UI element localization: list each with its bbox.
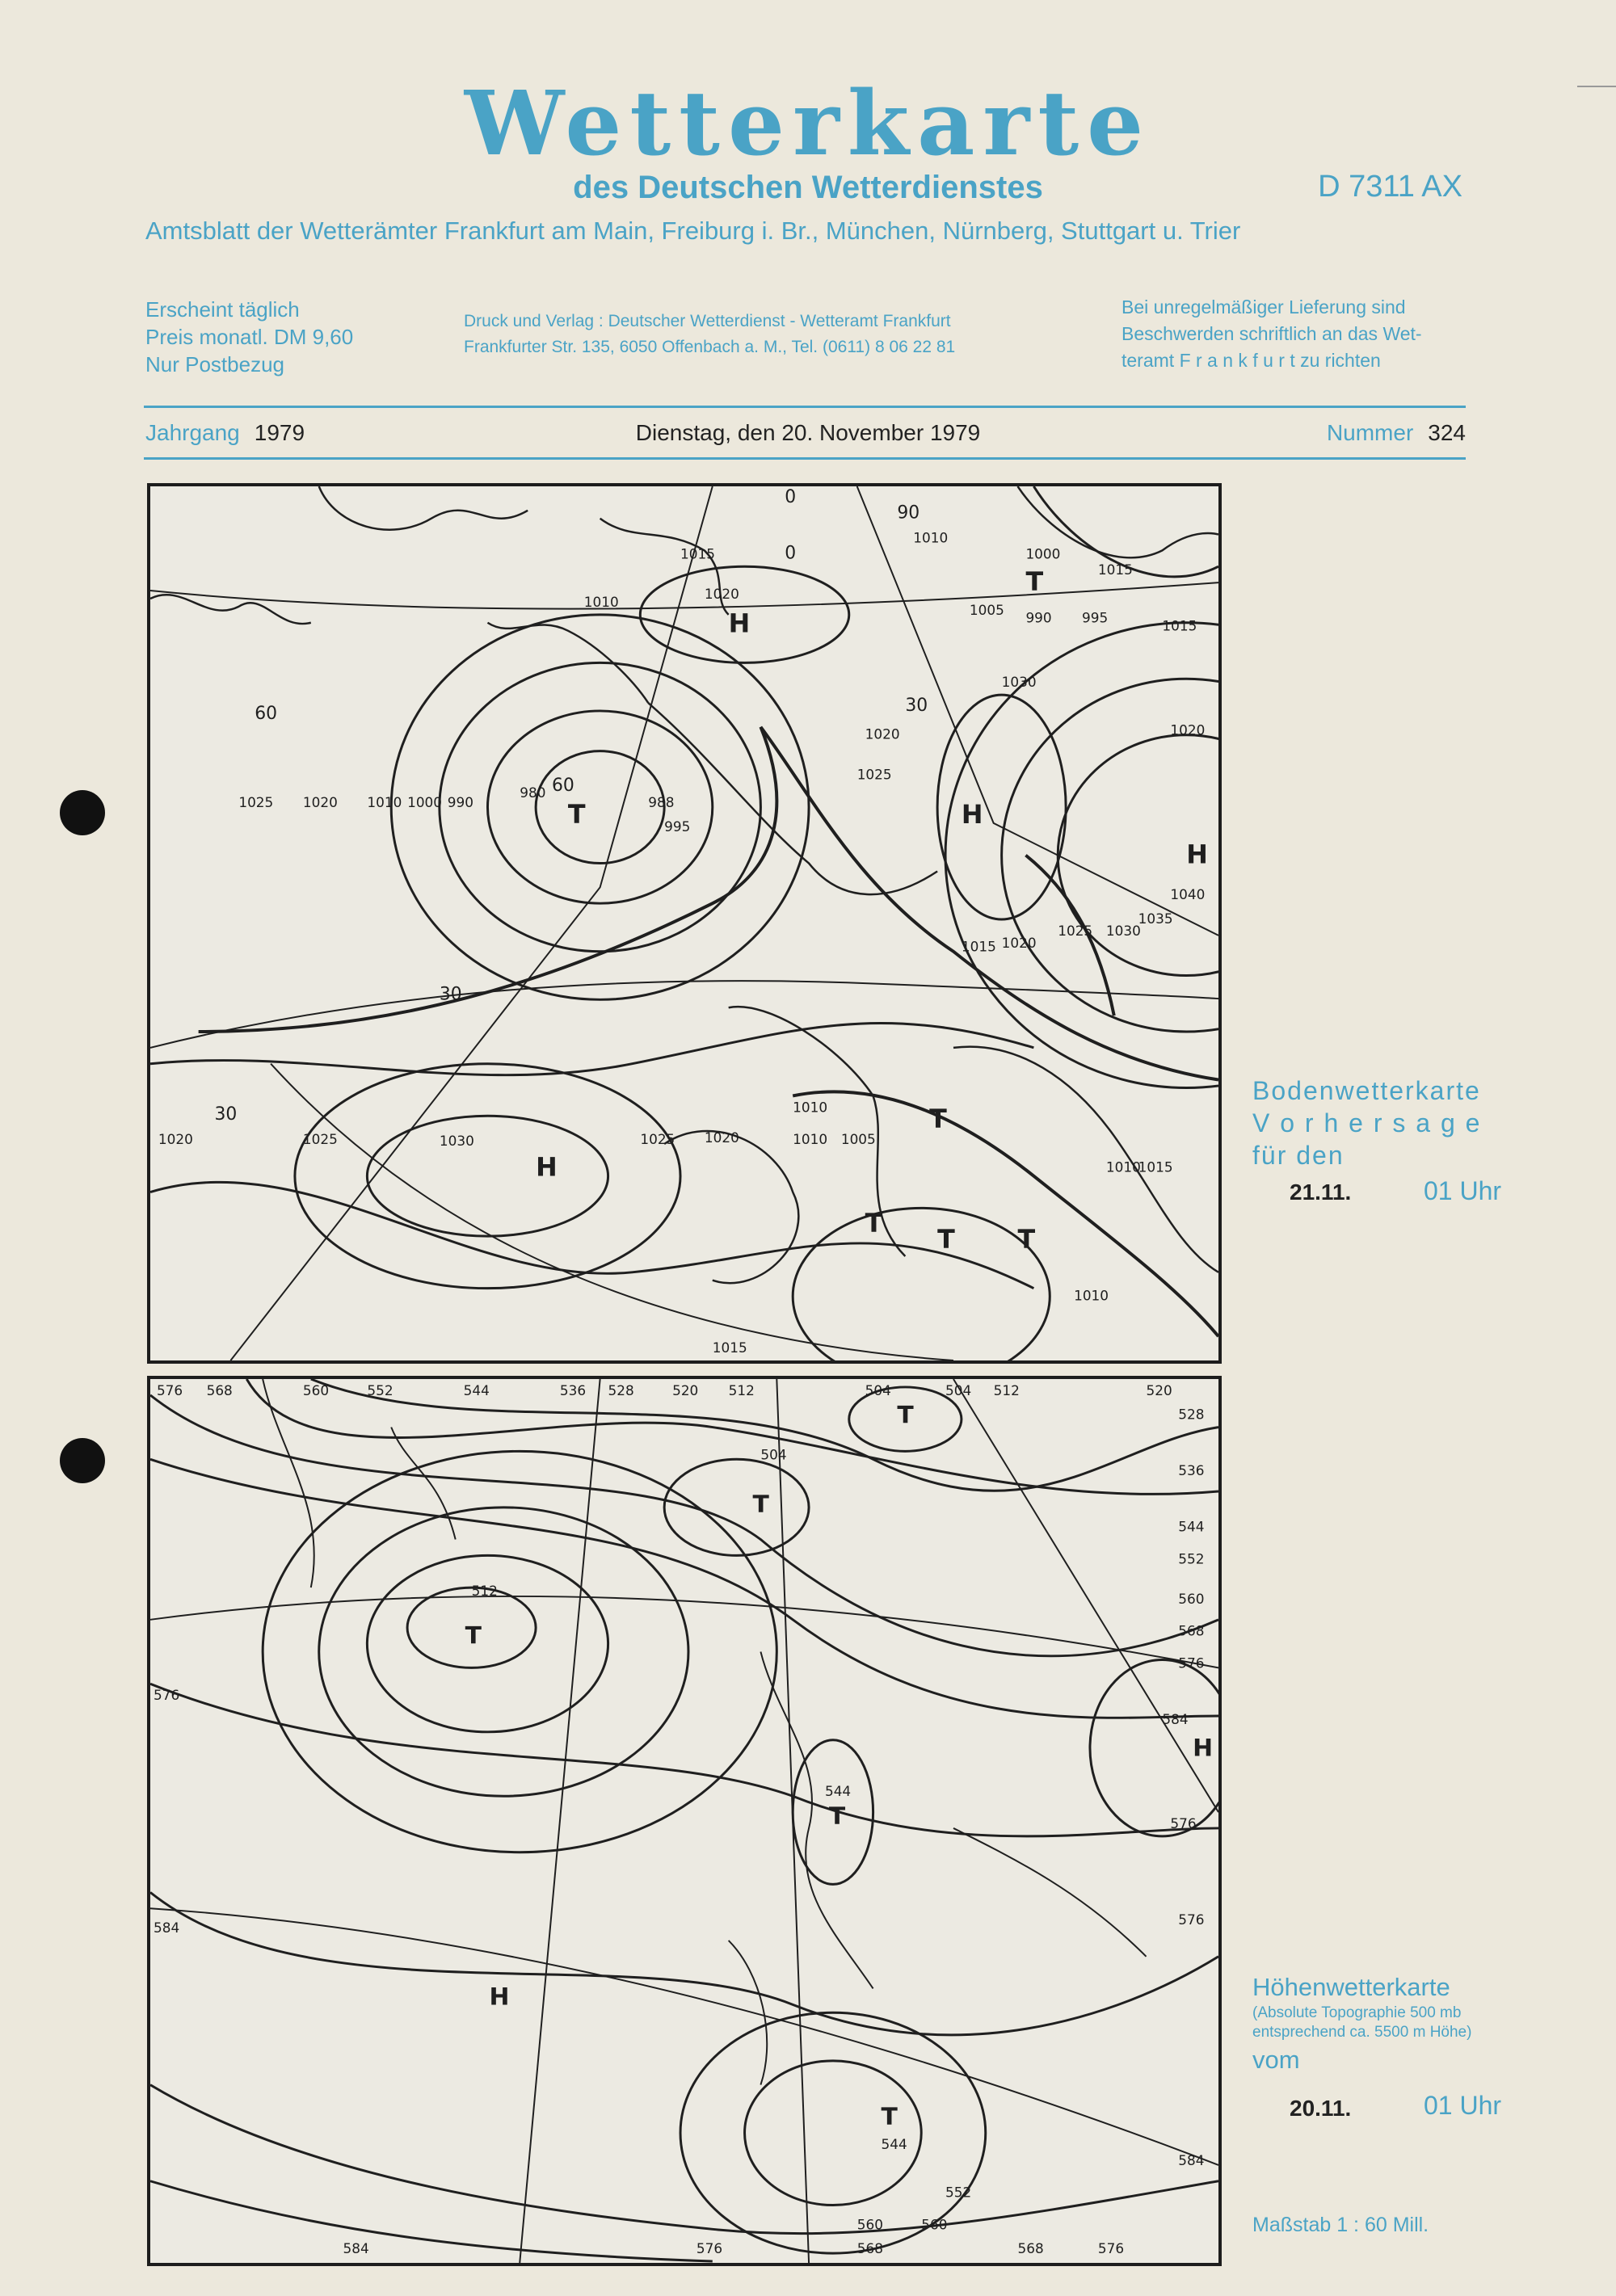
amtsblatt-line: Amtsblatt der Wetterämter Frankfurt am Main, Freiburg i. Br., München, Nürnberg, Stuttgart u. Trier — [145, 217, 1241, 245]
isobar-label: 1015 — [712, 1339, 747, 1356]
isobar-label: 1000 — [1025, 545, 1061, 562]
newspaper-subtitle: des Deutschen Wetterdienstes — [573, 170, 1043, 205]
upper-map-date: 20.11. — [1290, 2096, 1352, 2121]
isobar-label: 1025 — [302, 1130, 338, 1147]
contour-label: 584 — [1162, 1710, 1189, 1727]
publication-info-line: Preis monatl. DM 9,60 — [145, 325, 354, 349]
grid-label: 0 — [785, 543, 797, 564]
contour-label: 504 — [865, 1381, 891, 1398]
grid-label: 30 — [905, 695, 928, 716]
upper-caption-line: (Absolute Topographie 500 mb — [1252, 2004, 1462, 2021]
surface-map-caption — [1252, 1074, 1481, 1171]
punch-hole — [60, 790, 105, 835]
publisher-info-line: Frankfurter Str. 135, 6050 Offenbach a. M., Tel. (0611) 8 06 22 81 — [464, 338, 956, 356]
complaint-info-line: Bei unregelmäßiger Lieferung sind — [1122, 296, 1406, 317]
contour-label: 584 — [343, 2240, 369, 2257]
pressure-symbol: T — [929, 1105, 947, 1135]
grid-label: 30 — [214, 1104, 238, 1125]
contour-label: 576 — [153, 1687, 180, 1704]
upper-symbols — [465, 1402, 1214, 2132]
isobar-label: 1010 — [1105, 1159, 1141, 1175]
contour-label: 544 — [824, 1783, 852, 1800]
nummer — [1327, 420, 1466, 446]
contour-label: 544 — [463, 1381, 490, 1398]
isobar-label: 1025 — [1058, 922, 1093, 939]
isobar-label: 1030 — [439, 1132, 474, 1149]
upper-map-subcaption — [1252, 2004, 1471, 2042]
surface-caption-line: Bodenwetterkarte — [1252, 1076, 1481, 1105]
pressure-symbol: T — [865, 1209, 883, 1239]
pressure-symbol: T — [1025, 568, 1044, 598]
contour-label: 536 — [1178, 1462, 1205, 1479]
complaint-info — [1122, 294, 1422, 374]
isobar-label: 1015 — [1138, 1159, 1173, 1175]
jahrgang-label: Jahrgang — [145, 420, 240, 445]
complaint-info-line: teramt F r a n k f u r t zu richten — [1122, 350, 1381, 371]
contour-label: 568 — [856, 2240, 883, 2257]
nummer-label: Nummer — [1326, 420, 1414, 445]
isobar-label: 1010 — [367, 794, 402, 811]
issue-date: Dienstag, den 20. November 1979 — [635, 420, 981, 445]
grid-label: 30 — [439, 984, 462, 1005]
contour-label: 536 — [559, 1381, 587, 1398]
contour-label: 544 — [1178, 1518, 1205, 1535]
contour-label: 576 — [696, 2240, 723, 2257]
contour-label: 560 — [856, 2216, 883, 2233]
pressure-symbol: T — [567, 800, 586, 830]
surface-caption-line: für den — [1252, 1141, 1345, 1170]
isobar-label: 1020 — [1001, 934, 1037, 951]
isobar-label: 1020 — [1170, 721, 1206, 738]
publication-info-line: Erscheint täglich — [145, 297, 300, 322]
isobar-label: 1030 — [1105, 922, 1141, 939]
surface-map-drawing — [150, 486, 1218, 1360]
publisher-info-line: Druck und Verlag : Deutscher Wetterdienst - Wetteramt Frankfurt — [464, 312, 951, 330]
isobar-label: 995 — [664, 818, 691, 835]
upper-contours — [150, 1379, 1218, 2261]
isobar-label: 980 — [520, 784, 546, 801]
contour-label: 576 — [156, 1381, 183, 1398]
surface-map-time: 01 Uhr — [1424, 1176, 1502, 1205]
isobar-label: 1015 — [961, 938, 996, 955]
contour-label: 584 — [1178, 2151, 1205, 2168]
surface-symbols — [536, 568, 1208, 1255]
surface-weather-map — [147, 483, 1222, 1364]
isobar-label: 1025 — [238, 794, 274, 811]
contour-label: 504 — [760, 1446, 787, 1463]
pressure-symbol: T — [828, 1802, 846, 1831]
pressure-symbol: H — [489, 1983, 510, 2012]
isobar-label: 990 — [447, 794, 474, 811]
issue-code: D 7311 AX — [1318, 170, 1462, 204]
contour-label: 512 — [728, 1381, 755, 1398]
jahrgang-value: 1979 — [254, 420, 305, 445]
isobar-label: 1010 — [913, 529, 949, 546]
pressure-symbol: T — [937, 1226, 955, 1255]
isobar-label: 1035 — [1138, 910, 1173, 927]
pressure-symbol: H — [961, 800, 983, 830]
map-scale: Maßstab 1 : 60 Mill. — [1252, 2214, 1429, 2236]
contour-label: 560 — [921, 2216, 948, 2233]
isobar-label: 1005 — [840, 1130, 876, 1147]
contour-label: 576 — [1178, 1655, 1205, 1672]
contour-label: 568 — [206, 1381, 233, 1398]
contour-label: 528 — [1178, 1406, 1205, 1423]
isobar-label: 1010 — [583, 593, 619, 610]
pressure-symbol: T — [897, 1401, 914, 1430]
pressure-symbol: T — [465, 1621, 482, 1651]
contour-label: 552 — [1178, 1550, 1205, 1567]
isobar-label: 1020 — [704, 585, 739, 602]
contour-label: 512 — [993, 1381, 1020, 1398]
grid-label: 60 — [551, 776, 574, 797]
isobar-label: 995 — [1082, 609, 1109, 626]
isobar-label: 1010 — [1074, 1287, 1109, 1304]
isobar-label: 1025 — [640, 1130, 675, 1147]
publication-info — [145, 296, 353, 378]
isobar-label: 1040 — [1170, 886, 1206, 903]
contour-label: 552 — [367, 1381, 393, 1398]
pressure-symbol: H — [536, 1153, 558, 1183]
pressure-symbol: T — [1017, 1226, 1036, 1255]
contour-label: 568 — [1017, 2240, 1044, 2257]
contour-label: 504 — [945, 1381, 972, 1398]
contour-label: 520 — [672, 1381, 699, 1398]
contour-label: 560 — [302, 1381, 330, 1398]
isobar-label: 1020 — [865, 725, 900, 742]
newspaper-title: Wetterkarte — [464, 71, 1152, 175]
isobar-label: 1005 — [969, 601, 1004, 618]
isobar-label: 1025 — [856, 766, 892, 783]
isobar-label: 1020 — [704, 1129, 739, 1146]
isobar-label: 990 — [1025, 609, 1052, 626]
contour-label: 576 — [1097, 2240, 1125, 2257]
isobar-label: 988 — [648, 794, 675, 811]
surface-coastlines — [150, 486, 1218, 1283]
isobar-label: 1015 — [680, 545, 716, 562]
surface-map-date: 21.11. — [1290, 1180, 1352, 1205]
upper-grid — [150, 1379, 1218, 2263]
publisher-info — [464, 309, 955, 360]
complaint-info-line: Beschwerden schriftlich an das Wet- — [1122, 323, 1422, 344]
upper-map-title: Höhenwetterkarte — [1252, 1973, 1450, 2001]
grid-label: 90 — [897, 503, 920, 524]
pressure-symbol: H — [1193, 1734, 1214, 1763]
contour-label: 576 — [1178, 1911, 1205, 1928]
upper-air-map — [147, 1376, 1222, 2266]
upper-map-time: 01 Uhr — [1424, 2091, 1502, 2120]
contour-label: 512 — [471, 1583, 498, 1600]
isobar-label: 1000 — [407, 794, 443, 811]
isobar-label: 1015 — [1097, 561, 1133, 578]
isobar-label: 1020 — [302, 794, 338, 811]
pressure-symbol: T — [752, 1490, 769, 1519]
header-rule-bottom — [144, 457, 1466, 460]
upper-map-vom: vom — [1252, 2046, 1300, 2074]
upper-map-drawing — [150, 1379, 1218, 2263]
pressure-symbol: T — [881, 2103, 898, 2132]
surface-caption-line: V o r h e r s a g e — [1252, 1108, 1482, 1137]
grid-label: 0 — [785, 486, 797, 507]
contour-label: 584 — [153, 1920, 180, 1936]
punch-hole — [60, 1438, 105, 1483]
pressure-symbol: H — [1186, 840, 1208, 870]
publication-info-line: Nur Postbezug — [145, 352, 284, 376]
contour-label: 576 — [1170, 1815, 1197, 1831]
contour-label: 552 — [945, 2184, 972, 2201]
isobar-label: 1010 — [793, 1099, 828, 1116]
contour-label: 568 — [1178, 1622, 1205, 1639]
grid-label: 60 — [255, 703, 278, 724]
pressure-symbol: H — [728, 609, 751, 639]
nummer-value: 324 — [1428, 420, 1466, 445]
contour-label: 520 — [1146, 1381, 1172, 1398]
upper-caption-line: entsprechend ca. 5500 m Höhe) — [1252, 2024, 1472, 2041]
upper-labels — [154, 1382, 1205, 2256]
contour-label: 560 — [1178, 1590, 1205, 1607]
isobar-label: 1010 — [793, 1130, 828, 1147]
isobar-label: 1030 — [1001, 674, 1037, 691]
isobar-label: 1015 — [1162, 617, 1197, 634]
upper-coastlines — [263, 1379, 1146, 2085]
isobar-label: 1020 — [158, 1130, 193, 1147]
header-rule-top — [144, 406, 1466, 408]
contour-label: 528 — [608, 1381, 634, 1398]
contour-label: 544 — [881, 2136, 907, 2153]
